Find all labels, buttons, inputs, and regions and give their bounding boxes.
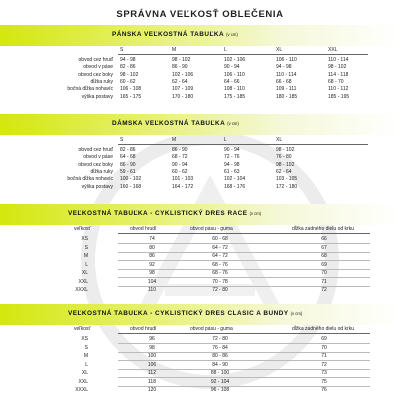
classic-waist-cell: 96 - 108 [210,387,230,393]
classic-size-label: S [84,344,88,351]
race-table-banner [0,204,400,225]
mens-cell: 165 - 175 [120,93,142,100]
mens-size-header: XL [276,47,283,53]
womens-size-header: XL [276,137,283,143]
mens-row-label: obvod cez hruď [78,57,113,63]
race-size-label: S [84,244,88,251]
race-header-chest: obvod hrudí [130,226,157,232]
womens-cell: 62 - 64 [276,168,292,175]
womens-row-label: dĺžka ruky [90,168,113,175]
race-header-size: veľkosť [74,226,91,232]
mens-cell: 98 - 102 [172,57,191,63]
race-waist-cell: 68 - 76 [212,261,228,268]
classic-title-text: VEĽKOSTNÁ TABUĽKA - CYKLISTICKÝ DRES CLASIC A BUNDY [68,310,289,317]
race-title-text: VEĽKOSTNÁ TABUĽKA - CYKLISTICKÝ DRES RACE [68,210,248,217]
classic-back-cell: 73 [321,370,327,376]
mens-size-header: XXL [328,47,338,53]
classic-back-cell: 70 [321,344,327,351]
mens-row-label: bočná dĺžka nohavíc [67,86,113,93]
mens-unit: (v cm) [226,32,238,37]
race-chest-cell: 80 [149,244,155,251]
mens-cell: 106 - 110 [276,57,297,63]
race-header-back-length: dĺžka zadného dielu od krku [292,226,354,232]
mens-cell: 82 - 86 [120,64,136,71]
womens-size-header: M [172,137,177,143]
womens-cell: 60 - 62 [172,168,188,175]
page-title: SPRÁVNA VEĽKOSŤ OBLEČENIA [116,9,284,20]
classic-header-chest: obvod hrudí [130,326,157,332]
race-back-cell: 71 [321,278,327,285]
mens-size-header: M [172,47,177,53]
mens-cell: 102 - 106 [224,57,246,63]
mens-cell: 185 - 195 [328,93,350,100]
mens-row-label: obvod cez boky [78,71,113,78]
mens-cell: 94 - 98 [276,64,292,71]
classic-waist-cell: 88 - 100 [210,370,230,376]
womens-unit: (v cm) [227,121,239,126]
classic-chest-cell: 118 [148,378,156,385]
mens-cell: 180 - 185 [276,93,298,100]
womens-cell: 76 - 80 [276,154,292,161]
womens-cell: 90 - 94 [224,147,240,153]
mens-cell: 64 - 66 [224,78,240,85]
race-back-cell: 66 [321,236,327,242]
womens-cell: 98 - 102 [276,147,295,153]
womens-size-header: S [120,137,124,143]
classic-waist-cell: 92 - 104 [210,378,230,385]
mens-cell: 94 - 98 [120,57,136,63]
womens-cell: 103 - 105 [276,176,298,183]
race-size-label: M [83,253,88,259]
womens-cell: 61 - 63 [224,168,240,175]
race-back-cell: 72 [321,287,327,293]
mens-row-label: dĺžka ruky [90,78,113,85]
classic-chest-cell: 96 [149,336,155,342]
race-header-waist: obvod pásu - guma [190,226,233,232]
womens-cell: 82 - 86 [120,147,136,153]
mens-table-banner [0,25,400,46]
womens-header-rule [118,144,368,145]
race-waist-cell: 60 - 68 [212,236,228,242]
womens-cell: 59 - 61 [120,168,136,175]
mens-cell: 66 - 68 [276,78,292,85]
womens-cell: 172 - 180 [276,183,298,190]
mens-cell: 109 - 111 [276,86,297,93]
race-waist-cell: 68 - 76 [212,270,228,276]
classic-chest-cell: 112 [148,370,156,376]
womens-cell: 68 - 72 [172,154,188,161]
classic-size-label: L [85,361,88,368]
classic-size-label: XL [81,370,88,376]
classic-size-label: XS [81,336,88,342]
race-chest-cell: 104 [147,278,157,285]
race-back-cell: 70 [321,270,327,276]
mens-cell: 106 - 108 [120,86,142,93]
mens-cell: 68 - 70 [328,78,344,85]
womens-table-title [112,120,239,127]
classic-chest-cell: 120 [147,387,157,393]
race-size-label: XXXL [75,287,88,293]
race-back-cell: 68 [321,253,327,259]
mens-title-text: PÁNSKA VEĽKOSTNÁ TABUĽKA [112,31,225,38]
race-unit: (v cm) [249,211,262,216]
classic-waist-cell: 72 - 80 [212,336,228,342]
womens-cell: 98 - 102 [276,161,295,168]
mens-header-rule [118,54,368,55]
classic-chest-cell: 100 [147,353,157,359]
womens-cell: 64 - 68 [120,154,136,161]
mens-cell: 114 - 118 [328,71,349,78]
womens-cell: 94 - 98 [224,161,240,168]
womens-title-text: DÁMSKA VEĽKOSTNÁ TABUĽKA [112,120,226,127]
mens-cell: 175 - 185 [224,93,246,100]
womens-table-banner [0,114,400,135]
classic-back-cell: 69 [321,336,327,342]
classic-unit: (v cm) [290,311,303,316]
womens-cell: 86 - 90 [172,147,188,153]
mens-cell: 108 - 110 [224,86,245,93]
womens-cell: 164 - 172 [172,183,194,190]
classic-header-waist: obvod pásu - guma [190,326,233,332]
mens-cell: 98 - 102 [328,64,347,71]
classic-chest-cell: 106 [147,361,157,368]
womens-row-label: obvod v páse [83,154,113,161]
womens-cell: 100 - 102 [120,176,142,183]
classic-size-label: XXL [78,378,88,385]
race-waist-cell: 64 - 72 [212,244,228,251]
race-waist-cell: 64 - 72 [212,253,228,259]
classic-back-cell: 75 [321,378,327,385]
mens-cell: 170 - 180 [172,93,194,100]
race-header-rule [118,233,370,234]
womens-row-label: obvod cez hruď [78,147,113,153]
mens-cell: 60 - 62 [120,78,136,85]
mens-size-header: L [224,47,227,53]
classic-back-cell: 72 [321,361,327,368]
race-waist-cell: 70 - 78 [212,278,228,285]
mens-cell: 110 - 114 [328,57,349,63]
classic-header-back-length: dĺžka zadného dielu od krku [292,326,354,332]
race-chest-cell: 86 [149,253,155,259]
race-size-label: XL [81,270,88,276]
womens-cell: 102 - 104 [224,176,246,183]
race-back-cell: 67 [321,244,327,251]
womens-row-label: výška postavy [81,183,113,190]
mens-row-label: obvod v páse [83,64,113,71]
womens-cell: 90 - 94 [172,161,188,168]
classic-back-cell: 76 [321,387,327,393]
womens-row-label: bočná dĺžka nohavíc [67,176,113,183]
womens-size-header: L [224,137,227,143]
mens-cell: 98 - 102 [120,71,139,78]
race-chest-cell: 74 [149,236,155,242]
race-table-title [68,210,261,217]
classic-waist-cell: 76 - 84 [212,344,228,351]
race-chest-cell: 98 [149,270,155,276]
race-size-label: L [85,261,88,268]
mens-cell: 110 - 112 [328,86,349,93]
classic-chest-cell: 98 [149,344,155,351]
mens-size-header: S [120,47,124,53]
mens-table-title [112,31,238,38]
classic-table-banner [0,304,400,325]
womens-row-label: obvod cez boky [78,161,113,168]
classic-size-label: XXXL [75,387,88,393]
classic-header-rule [118,333,370,334]
mens-cell: 86 - 90 [172,64,188,71]
race-chest-cell: 92 [149,261,155,268]
womens-cell: 72 - 76 [224,154,240,161]
classic-waist-cell: 84 - 90 [212,361,228,368]
classic-size-label: M [83,353,88,359]
race-size-label: XXL [78,278,88,285]
womens-cell: 160 - 168 [120,183,142,190]
mens-cell: 102 - 106 [172,71,194,78]
race-back-cell: 69 [321,261,327,268]
womens-cell: 86 - 90 [120,161,136,168]
womens-cell: 168 - 176 [224,183,246,190]
mens-cell: 62 - 64 [172,78,188,85]
mens-row-label: výška postavy [81,93,113,100]
mens-cell: 110 - 114 [276,71,297,78]
mens-cell: 90 - 94 [224,64,240,71]
classic-table-title [68,310,302,317]
classic-back-cell: 71 [321,353,327,359]
race-chest-cell: 110 [148,287,156,293]
race-waist-cell: 72 - 80 [212,287,228,293]
womens-cell: 101 - 103 [172,176,194,183]
classic-waist-cell: 80 - 86 [212,353,228,359]
mens-cell: 107 - 109 [172,86,194,93]
race-size-label: XS [81,236,88,242]
classic-header-size: veľkosť [74,326,91,332]
mens-cell: 106 - 110 [224,71,245,78]
